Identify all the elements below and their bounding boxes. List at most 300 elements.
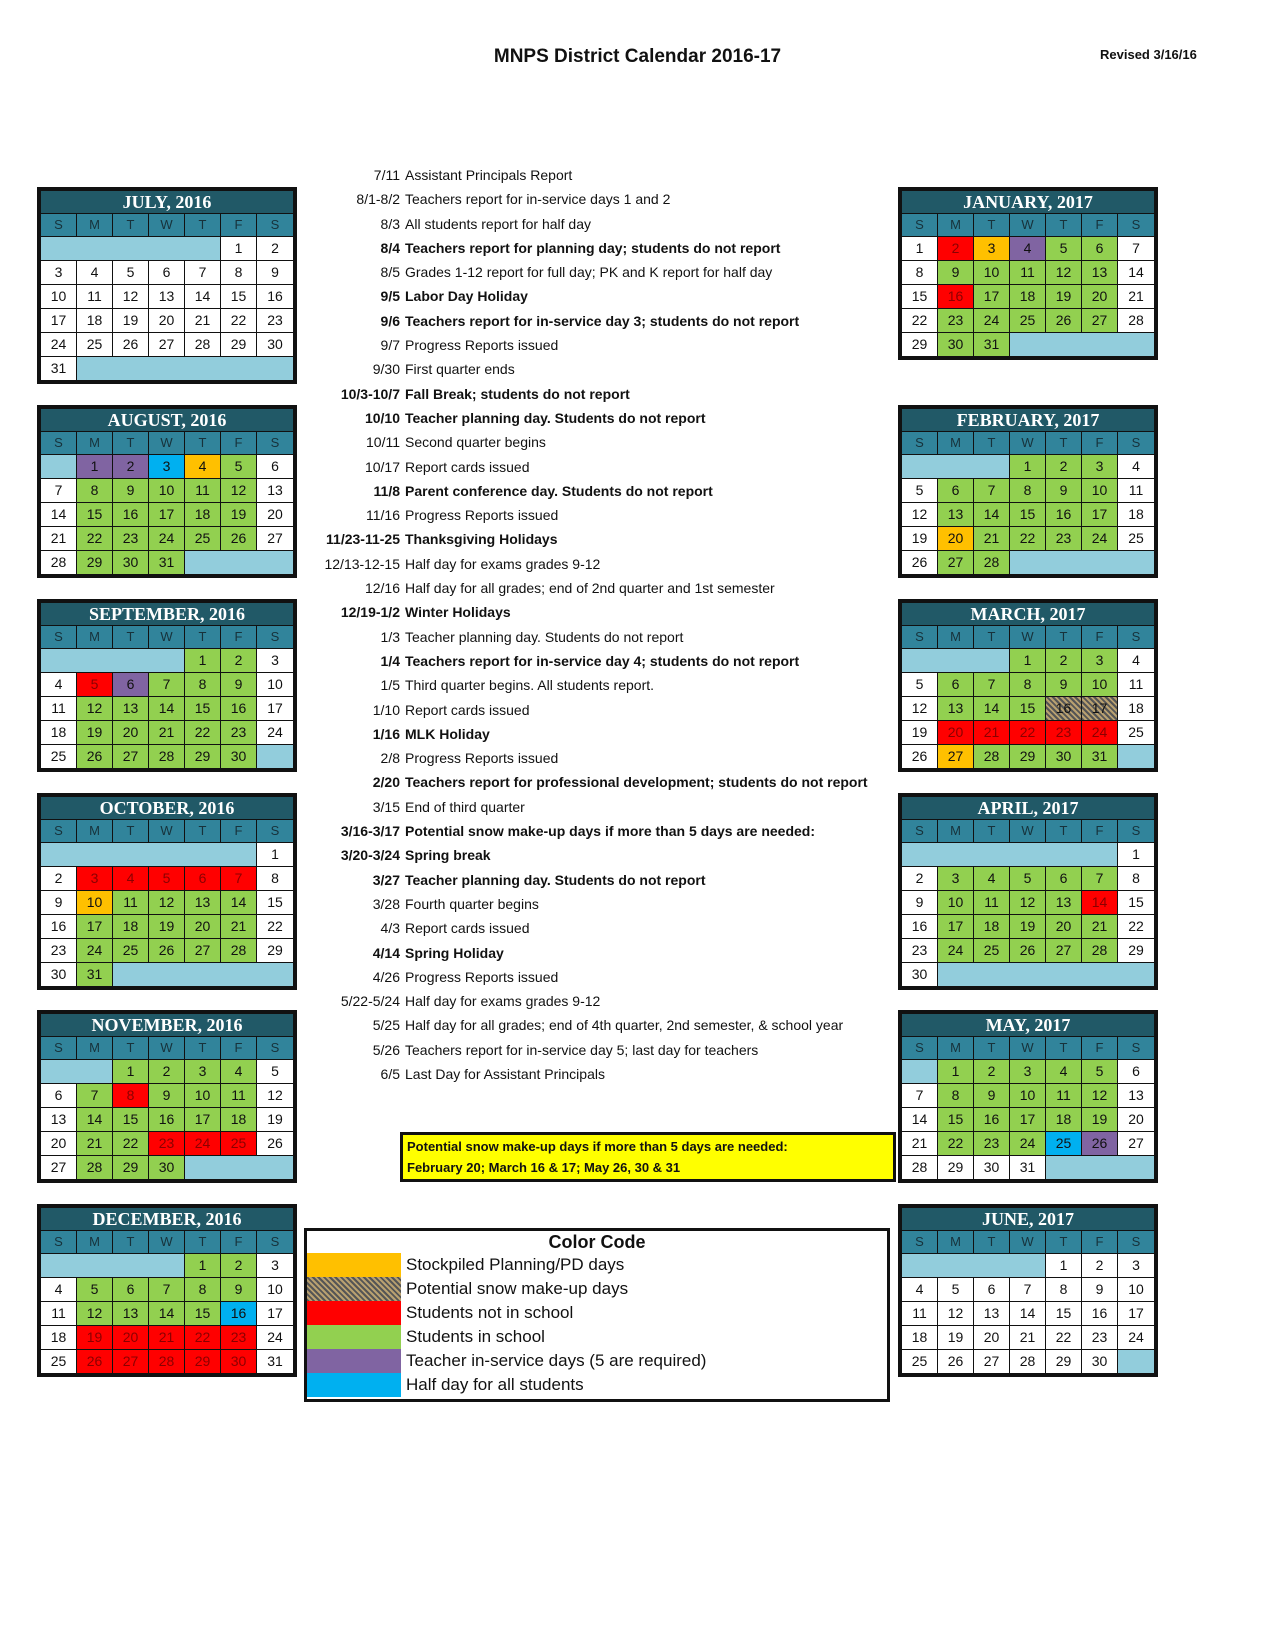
- day-cell: 22: [221, 308, 257, 332]
- blank-cell: [938, 962, 1154, 986]
- week-row: [902, 308, 1154, 332]
- week-row: [41, 478, 293, 502]
- day-cell: 15: [938, 1107, 974, 1131]
- month-title: DECEMBER, 2016: [41, 1208, 293, 1230]
- day-cell: 26: [1010, 938, 1046, 962]
- day-cell: 11: [77, 284, 113, 308]
- day-cell: 24: [1010, 1131, 1046, 1155]
- week-row: [902, 502, 1154, 526]
- day-cell: 10: [1082, 672, 1118, 696]
- day-cell: 27: [1118, 1131, 1154, 1155]
- day-cell: 12: [1010, 890, 1046, 914]
- day-cell: 18: [1046, 1107, 1082, 1131]
- event-description: Teachers report for in-service days 1 and 2: [405, 191, 671, 208]
- week-row: [41, 260, 293, 284]
- day-cell: 11: [221, 1083, 257, 1107]
- day-cell: 20: [113, 720, 149, 744]
- weekday-label: T: [1046, 819, 1082, 842]
- event-date: 3/16-3/17: [340, 823, 400, 840]
- month-title: OCTOBER, 2016: [41, 797, 293, 819]
- blank-cell: [1010, 550, 1154, 574]
- day-cell: 20: [1082, 284, 1118, 308]
- event-description: Half day for all grades; end of 4th quarter, 2nd semester, & school year: [405, 1017, 844, 1034]
- day-cell: 6: [113, 672, 149, 696]
- week-row: [41, 744, 293, 768]
- day-cell: 9: [902, 890, 938, 914]
- week-row: [41, 502, 293, 526]
- event-date: 10/11: [366, 434, 400, 451]
- day-cell: 27: [113, 1349, 149, 1373]
- day-cell: 14: [221, 890, 257, 914]
- week-row: [902, 526, 1154, 550]
- day-cell: 23: [938, 308, 974, 332]
- weekday-label: S: [41, 431, 77, 454]
- event-description: Second quarter begins: [405, 434, 546, 451]
- weekday-label: S: [257, 1230, 293, 1253]
- day-cell: 7: [77, 1083, 113, 1107]
- day-cell: 10: [974, 260, 1010, 284]
- day-cell: 7: [1010, 1277, 1046, 1301]
- day-cell: 23: [1046, 526, 1082, 550]
- day-cell: 27: [257, 526, 293, 550]
- day-cell: 29: [257, 938, 293, 962]
- event-date: 11/8: [373, 482, 400, 499]
- day-cell: 15: [1046, 1301, 1082, 1325]
- event-date: 1/16: [372, 725, 400, 742]
- day-cell: 13: [113, 1301, 149, 1325]
- day-cell: 14: [974, 696, 1010, 720]
- day-cell: 29: [1010, 744, 1046, 768]
- weekday-label: S: [257, 213, 293, 236]
- day-cell: 29: [185, 1349, 221, 1373]
- day-cell: 15: [185, 696, 221, 720]
- event-date: 9/5: [380, 288, 400, 305]
- week-row: [41, 526, 293, 550]
- weekday-label: M: [938, 1036, 974, 1059]
- weekday-label: S: [902, 431, 938, 454]
- day-cell: 31: [77, 962, 113, 986]
- day-cell: 21: [1118, 284, 1154, 308]
- day-cell: 18: [113, 914, 149, 938]
- event-date: 4/14: [372, 944, 400, 961]
- weekday-label: T: [974, 625, 1010, 648]
- event-item: [300, 892, 900, 916]
- weekday-label: F: [221, 213, 257, 236]
- day-cell: 31: [149, 550, 185, 574]
- weekday-label: F: [221, 1230, 257, 1253]
- day-cell: 27: [1082, 308, 1118, 332]
- day-cell: 20: [938, 720, 974, 744]
- day-cell: 18: [41, 720, 77, 744]
- week-row: [902, 1325, 1154, 1349]
- day-cell: 5: [77, 1277, 113, 1301]
- day-cell: 1: [1118, 842, 1154, 866]
- day-cell: 27: [41, 1155, 77, 1179]
- day-cell: 9: [938, 260, 974, 284]
- day-cell: 19: [149, 914, 185, 938]
- weekday-header-row: [902, 431, 1154, 454]
- day-cell: 8: [185, 1277, 221, 1301]
- day-cell: 18: [974, 914, 1010, 938]
- day-cell: 28: [974, 744, 1010, 768]
- day-cell: 16: [113, 502, 149, 526]
- day-cell: 17: [938, 914, 974, 938]
- day-cell: 9: [113, 478, 149, 502]
- day-cell: 29: [938, 1155, 974, 1179]
- blank-cell: [77, 356, 293, 380]
- day-cell: 7: [974, 478, 1010, 502]
- month-calendar: [37, 1010, 297, 1183]
- week-row: [41, 938, 293, 962]
- month-title: JUNE, 2017: [902, 1208, 1154, 1230]
- day-cell: 5: [149, 866, 185, 890]
- month-calendar: [898, 405, 1158, 578]
- day-cell: 15: [1010, 502, 1046, 526]
- color-swatch: [307, 1325, 401, 1349]
- week-row: [41, 866, 293, 890]
- day-cell: 20: [974, 1325, 1010, 1349]
- day-cell: 13: [974, 1301, 1010, 1325]
- day-cell: 17: [1082, 696, 1118, 720]
- event-date: 6/5: [380, 1065, 400, 1082]
- day-cell: 14: [1082, 890, 1118, 914]
- event-date: 8/3: [380, 215, 400, 232]
- day-cell: 6: [149, 260, 185, 284]
- month-calendar: [898, 793, 1158, 990]
- weekday-label: S: [257, 625, 293, 648]
- event-item: [300, 212, 900, 236]
- month-title: APRIL, 2017: [902, 797, 1154, 819]
- month-title: NOVEMBER, 2016: [41, 1014, 293, 1036]
- day-cell: 2: [221, 648, 257, 672]
- day-cell: 7: [149, 1277, 185, 1301]
- weekday-label: M: [77, 431, 113, 454]
- blank-cell: [185, 1155, 293, 1179]
- weekday-label: W: [1010, 1230, 1046, 1253]
- day-cell: 20: [185, 914, 221, 938]
- week-row: [902, 1059, 1154, 1083]
- day-cell: 19: [1082, 1107, 1118, 1131]
- weekday-header-row: [902, 213, 1154, 236]
- day-cell: 28: [221, 938, 257, 962]
- month-calendar: [37, 1204, 297, 1377]
- day-cell: 5: [257, 1059, 293, 1083]
- color-swatch: [307, 1373, 401, 1397]
- day-cell: 27: [938, 744, 974, 768]
- event-item: [300, 406, 900, 430]
- event-description: Thanksgiving Holidays: [405, 531, 558, 548]
- event-date: 4/3: [380, 920, 400, 937]
- day-cell: 3: [257, 1253, 293, 1277]
- week-row: [41, 1325, 293, 1349]
- day-cell: 16: [902, 914, 938, 938]
- weekday-header-row: [902, 1230, 1154, 1253]
- day-cell: 30: [1046, 744, 1082, 768]
- day-cell: 18: [1118, 696, 1154, 720]
- week-row: [41, 720, 293, 744]
- day-cell: 25: [185, 526, 221, 550]
- day-cell: 26: [1046, 308, 1082, 332]
- day-cell: 2: [1046, 454, 1082, 478]
- weekday-label: M: [938, 213, 974, 236]
- week-row: [41, 1131, 293, 1155]
- week-row: [902, 1083, 1154, 1107]
- event-date: 9/7: [380, 337, 400, 354]
- day-cell: 3: [41, 260, 77, 284]
- day-cell: 22: [257, 914, 293, 938]
- day-cell: 15: [77, 502, 113, 526]
- day-cell: 27: [185, 938, 221, 962]
- event-item: [300, 625, 900, 649]
- blank-cell: [41, 1253, 185, 1277]
- weekday-label: M: [77, 1230, 113, 1253]
- event-date: 10/17: [364, 458, 400, 475]
- month-calendar: [898, 1204, 1158, 1377]
- day-cell: 4: [41, 672, 77, 696]
- day-cell: 14: [1010, 1301, 1046, 1325]
- day-cell: 26: [221, 526, 257, 550]
- weekday-label: M: [938, 625, 974, 648]
- weekday-label: F: [221, 819, 257, 842]
- day-cell: 16: [221, 1301, 257, 1325]
- day-cell: 19: [221, 502, 257, 526]
- day-cell: 8: [221, 260, 257, 284]
- day-cell: 28: [149, 1349, 185, 1373]
- event-item: [300, 382, 900, 406]
- day-cell: 24: [974, 308, 1010, 332]
- day-cell: 27: [113, 744, 149, 768]
- event-item: [300, 600, 900, 624]
- event-date: 3/27: [372, 871, 400, 888]
- day-cell: 24: [77, 938, 113, 962]
- day-cell: 20: [1118, 1107, 1154, 1131]
- weekday-label: W: [149, 819, 185, 842]
- weekday-label: T: [1046, 213, 1082, 236]
- event-description: Report cards issued: [405, 701, 530, 718]
- day-cell: 9: [974, 1083, 1010, 1107]
- day-cell: 16: [1046, 502, 1082, 526]
- event-date: 1/3: [380, 628, 400, 645]
- day-cell: 5: [1082, 1059, 1118, 1083]
- week-row: [902, 890, 1154, 914]
- blank-cell: [41, 236, 221, 260]
- event-date: 2/20: [372, 774, 400, 791]
- legend-item: [307, 1373, 887, 1397]
- day-cell: 28: [149, 744, 185, 768]
- weekday-label: T: [974, 1230, 1010, 1253]
- event-item: [300, 941, 900, 965]
- day-cell: 4: [221, 1059, 257, 1083]
- day-cell: 11: [113, 890, 149, 914]
- day-cell: 21: [221, 914, 257, 938]
- day-cell: 6: [257, 454, 293, 478]
- event-description: Winter Holidays: [405, 604, 511, 621]
- day-cell: 10: [257, 672, 293, 696]
- week-row: [902, 1107, 1154, 1131]
- day-cell: 25: [1118, 720, 1154, 744]
- week-row: [41, 672, 293, 696]
- week-row: [902, 744, 1154, 768]
- day-cell: 14: [77, 1107, 113, 1131]
- week-row: [41, 356, 293, 380]
- week-row: [41, 454, 293, 478]
- day-cell: 1: [1010, 648, 1046, 672]
- day-cell: 2: [113, 454, 149, 478]
- event-description: Teacher planning day. Students do not report: [405, 871, 706, 888]
- weekday-label: M: [77, 213, 113, 236]
- day-cell: 6: [938, 478, 974, 502]
- day-cell: 8: [938, 1083, 974, 1107]
- week-row: [41, 648, 293, 672]
- event-item: [300, 770, 900, 794]
- weekday-label: F: [221, 431, 257, 454]
- day-cell: 20: [1046, 914, 1082, 938]
- day-cell: 17: [1082, 502, 1118, 526]
- day-cell: 23: [257, 308, 293, 332]
- event-description: Teachers report for in-service day 5; last day for teachers: [405, 1041, 759, 1058]
- weekday-label: W: [149, 1230, 185, 1253]
- day-cell: 15: [1118, 890, 1154, 914]
- day-cell: 28: [41, 550, 77, 574]
- week-row: [41, 1155, 293, 1179]
- day-cell: 5: [938, 1277, 974, 1301]
- event-item: [300, 673, 900, 697]
- day-cell: 14: [974, 502, 1010, 526]
- day-cell: 1: [257, 842, 293, 866]
- day-cell: 12: [77, 1301, 113, 1325]
- day-cell: 21: [185, 308, 221, 332]
- week-row: [41, 890, 293, 914]
- day-cell: 13: [1082, 260, 1118, 284]
- legend-label: Students in school: [406, 1327, 545, 1346]
- event-date: 5/22-5/24: [340, 993, 400, 1010]
- day-cell: 14: [149, 1301, 185, 1325]
- day-cell: 28: [77, 1155, 113, 1179]
- weekday-label: W: [1010, 431, 1046, 454]
- snow-note-line1: Potential snow make-up days if more than 5 days are needed:: [407, 1139, 788, 1154]
- day-cell: 9: [221, 672, 257, 696]
- day-cell: 19: [77, 1325, 113, 1349]
- day-cell: 25: [1046, 1131, 1082, 1155]
- day-cell: 25: [902, 1349, 938, 1373]
- day-cell: 8: [1010, 672, 1046, 696]
- day-cell: 21: [149, 720, 185, 744]
- day-cell: 13: [938, 502, 974, 526]
- weekday-label: W: [149, 213, 185, 236]
- event-item: [300, 1013, 900, 1037]
- event-item: [300, 868, 900, 892]
- day-cell: 3: [1118, 1253, 1154, 1277]
- week-row: [902, 1349, 1154, 1373]
- day-cell: 31: [257, 1349, 293, 1373]
- day-cell: 28: [185, 332, 221, 356]
- day-cell: 24: [257, 720, 293, 744]
- event-item: [300, 965, 900, 989]
- day-cell: 20: [149, 308, 185, 332]
- event-item: [300, 819, 900, 843]
- week-row: [902, 1301, 1154, 1325]
- day-cell: 26: [938, 1349, 974, 1373]
- week-row: [902, 938, 1154, 962]
- day-cell: 29: [77, 550, 113, 574]
- day-cell: 4: [41, 1277, 77, 1301]
- day-cell: 30: [974, 1155, 1010, 1179]
- day-cell: 25: [974, 938, 1010, 962]
- weekday-header-row: [902, 1036, 1154, 1059]
- event-date: 5/25: [372, 1017, 400, 1034]
- blank-cell: [1118, 744, 1154, 768]
- day-cell: 28: [1010, 1349, 1046, 1373]
- day-cell: 29: [185, 744, 221, 768]
- day-cell: 16: [149, 1107, 185, 1131]
- day-cell: 8: [1118, 866, 1154, 890]
- weekday-label: S: [902, 213, 938, 236]
- day-cell: 13: [113, 696, 149, 720]
- week-row: [902, 914, 1154, 938]
- day-cell: 6: [1082, 236, 1118, 260]
- week-row: [41, 1107, 293, 1131]
- blank-cell: [113, 962, 293, 986]
- day-cell: 1: [1046, 1253, 1082, 1277]
- day-cell: 26: [902, 744, 938, 768]
- weekday-label: T: [185, 819, 221, 842]
- weekday-label: M: [938, 431, 974, 454]
- day-cell: 6: [41, 1083, 77, 1107]
- weekday-label: F: [1082, 819, 1118, 842]
- day-cell: 19: [77, 720, 113, 744]
- day-cell: 2: [902, 866, 938, 890]
- month-title: JULY, 2016: [41, 191, 293, 213]
- day-cell: 11: [974, 890, 1010, 914]
- day-cell: 24: [41, 332, 77, 356]
- blank-cell: [41, 842, 257, 866]
- day-cell: 13: [257, 478, 293, 502]
- day-cell: 15: [221, 284, 257, 308]
- event-description: Half day for all grades; end of 2nd quarter and 1st semester: [405, 580, 775, 597]
- event-item: [300, 333, 900, 357]
- day-cell: 26: [257, 1131, 293, 1155]
- day-cell: 9: [1082, 1277, 1118, 1301]
- month-calendar: [898, 599, 1158, 772]
- event-item: [300, 527, 900, 551]
- event-item: [300, 746, 900, 770]
- day-cell: 2: [41, 866, 77, 890]
- week-row: [902, 236, 1154, 260]
- day-cell: 13: [938, 696, 974, 720]
- day-cell: 5: [1046, 236, 1082, 260]
- day-cell: 12: [257, 1083, 293, 1107]
- day-cell: 5: [1010, 866, 1046, 890]
- weekday-label: F: [1082, 1230, 1118, 1253]
- month-calendar: [37, 405, 297, 578]
- legend-label: Teacher in-service days (5 are required): [406, 1351, 707, 1370]
- event-description: All students report for half day: [405, 215, 591, 232]
- event-description: Potential snow make-up days if more than 5 days are needed:: [405, 823, 816, 840]
- weekday-header-row: [902, 819, 1154, 842]
- blank-cell: [41, 454, 77, 478]
- color-swatch: [307, 1277, 401, 1301]
- day-cell: 30: [902, 962, 938, 986]
- day-cell: 23: [113, 526, 149, 550]
- event-date: 12/13-12-15: [324, 555, 400, 572]
- day-cell: 3: [1082, 648, 1118, 672]
- event-item: [300, 284, 900, 308]
- day-cell: 1: [77, 454, 113, 478]
- day-cell: 17: [77, 914, 113, 938]
- weekday-header-row: [41, 1036, 293, 1059]
- day-cell: 5: [113, 260, 149, 284]
- color-swatch: [307, 1349, 401, 1373]
